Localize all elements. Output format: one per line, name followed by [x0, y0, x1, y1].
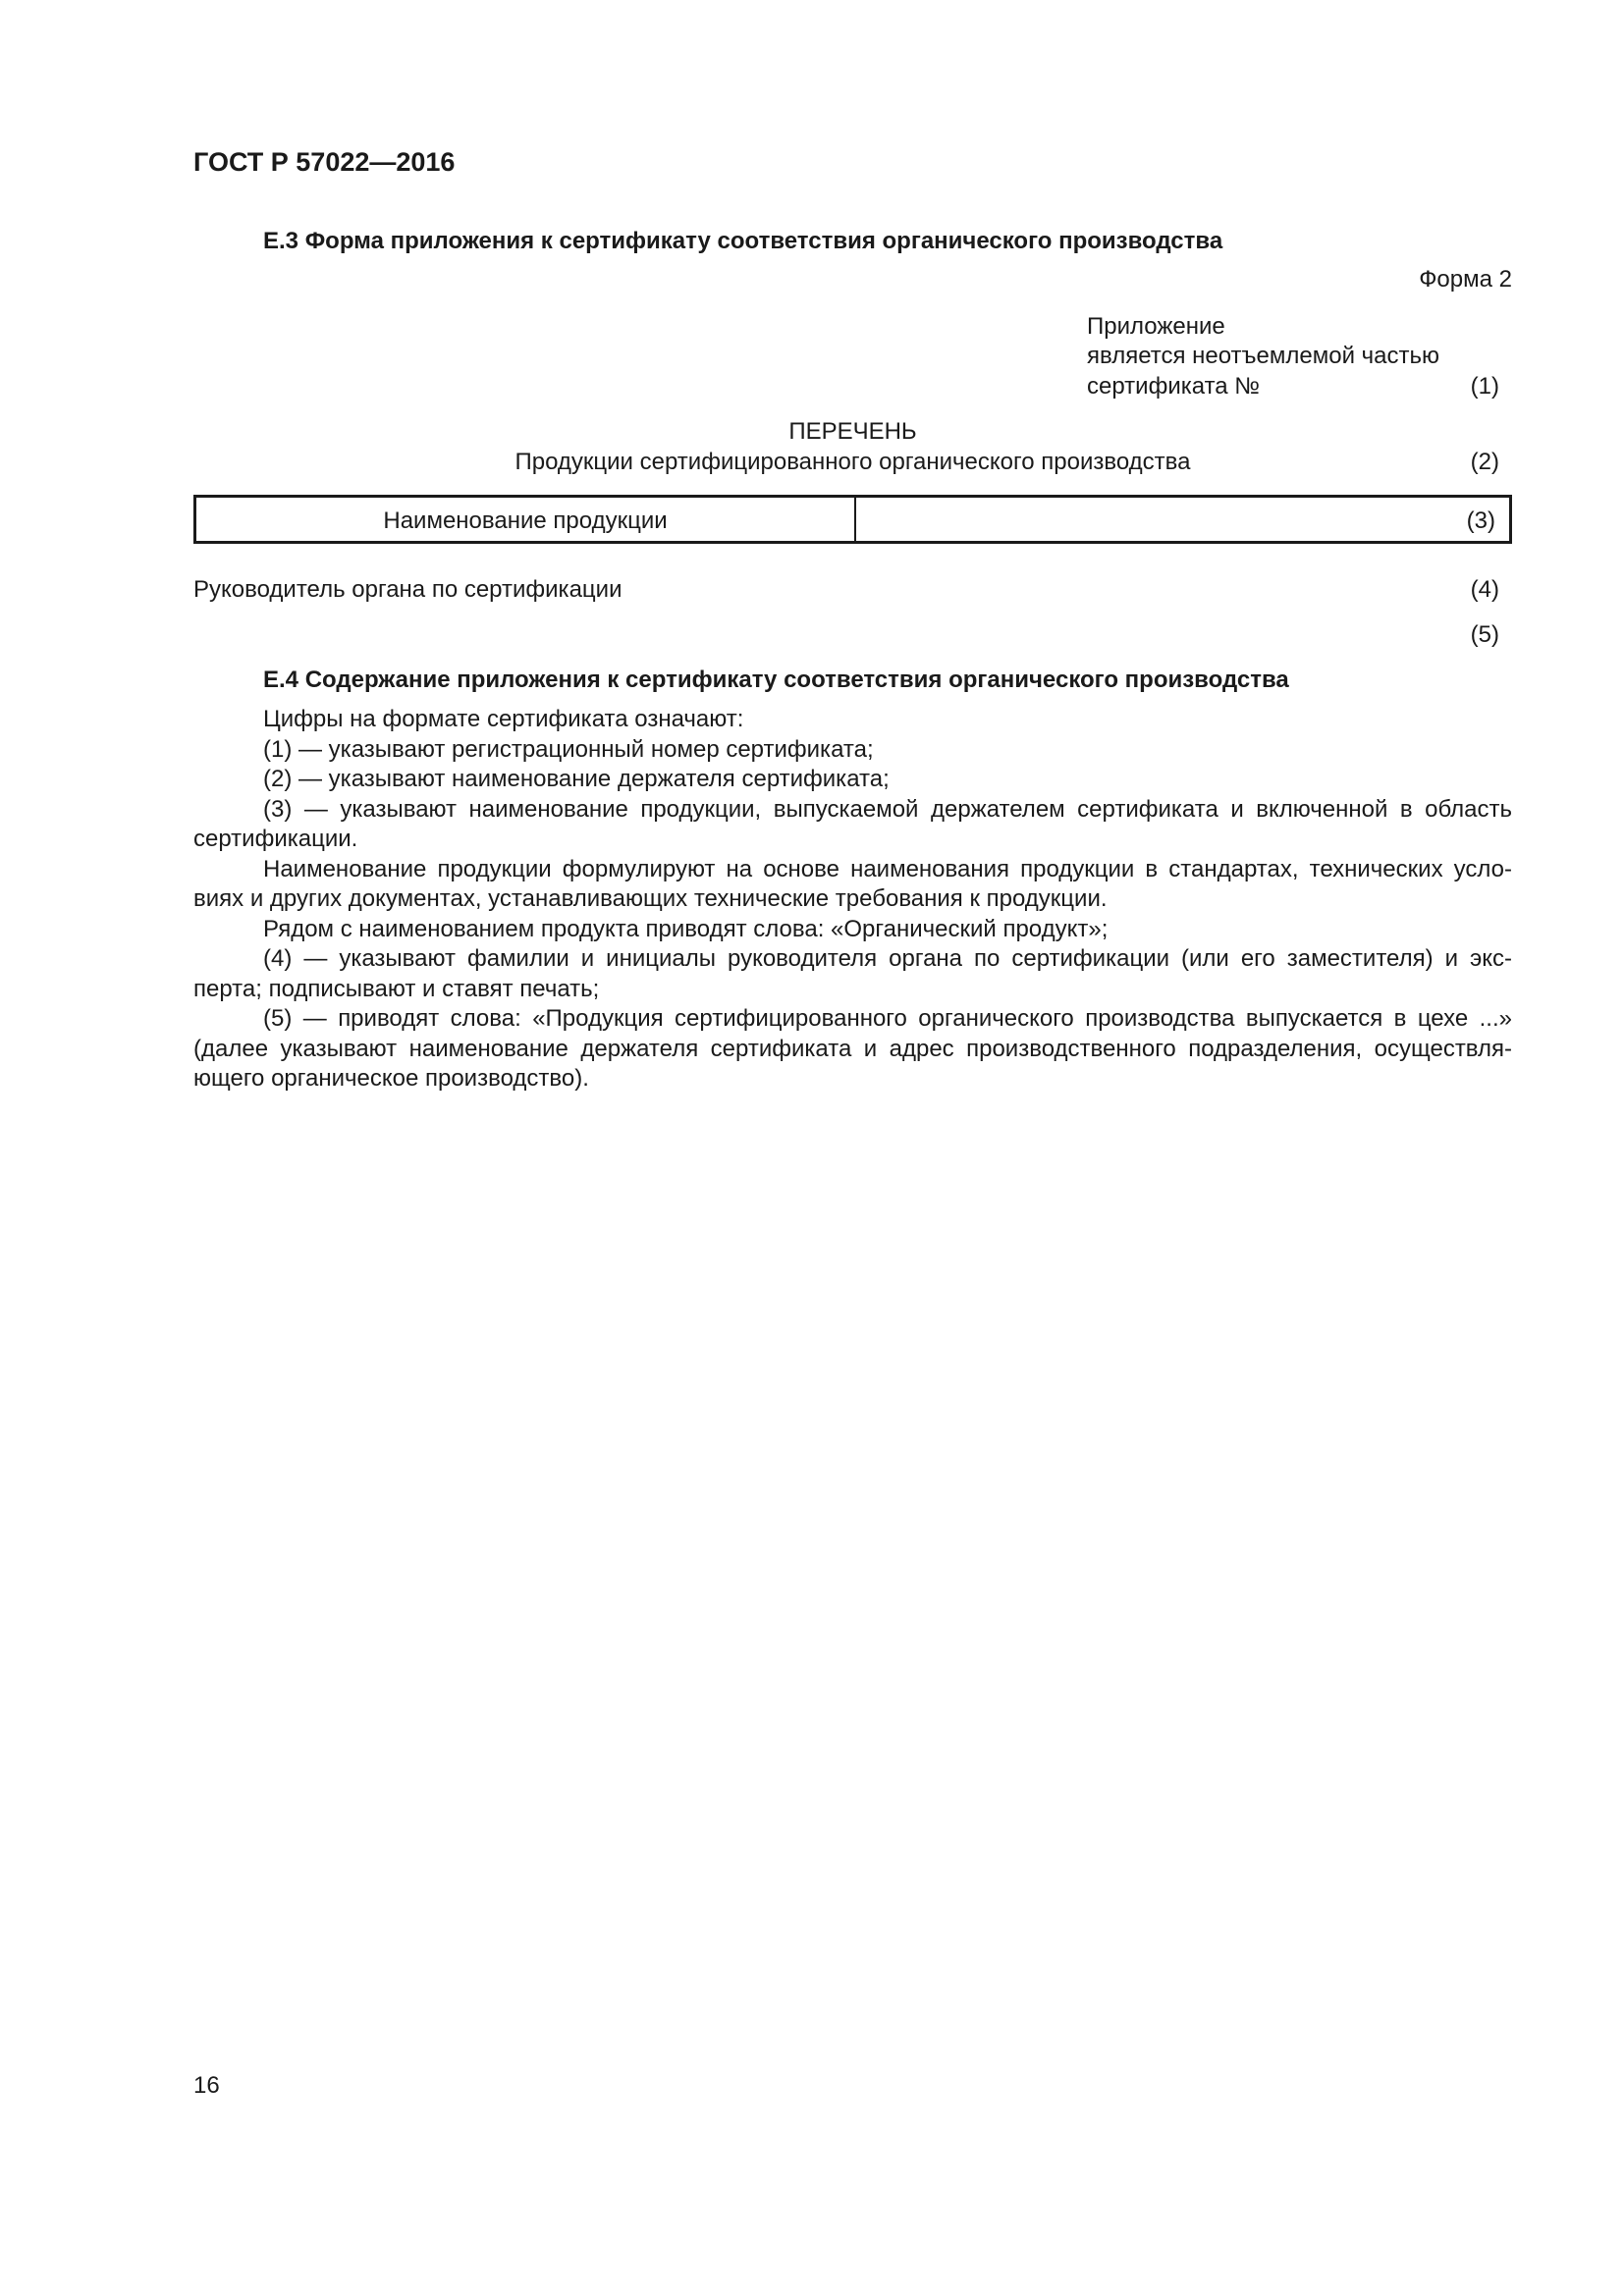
- marker-3: (3): [1466, 507, 1495, 534]
- body-line: (2) — указывают наименование держателя сертификата;: [263, 766, 890, 792]
- body-line: (3) — указывают наименование продукции, выпускаемой держателем сертификата и включенной в область: [263, 795, 1512, 823]
- marker-5: (5): [1470, 621, 1499, 648]
- list-title: ПЕРЕЧЕНЬ: [788, 418, 917, 445]
- marker-4: (4): [1470, 576, 1499, 603]
- body-line: (5) — приводят слова: «Продукция сертифицированного органического производства выпускается в цехе ...»: [263, 1005, 1512, 1032]
- document-header: ГОСТ Р 57022—2016: [193, 147, 456, 177]
- list-subtitle: Продукции сертифицированного органического производства: [514, 449, 1191, 475]
- body-line: Цифры на формате сертификата означают:: [263, 706, 744, 732]
- body-line: ющего органическое производство).: [193, 1065, 589, 1092]
- marker-2: (2): [1470, 449, 1499, 475]
- section-e4-title: Е.4 Содержание приложения к сертификату соответствия органического производства: [263, 667, 1289, 693]
- body-line: (4) — указывают фамилии и инициалы руководителя органа по сертификации (или его заместителя) и экс-: [263, 945, 1512, 972]
- appendix-line-1: Приложение: [1087, 313, 1225, 340]
- body-line: Рядом с наименованием продукта приводят слова: «Органический продукт»;: [263, 915, 1109, 942]
- section-e4-body: [193, 705, 1512, 1095]
- marker-1: (1): [1470, 373, 1499, 400]
- product-name-column-label: Наименование продукции: [383, 507, 668, 534]
- body-line: сертификации.: [193, 826, 358, 852]
- body-line: Наименование продукции формулируют на основе наименования продукции в стандартах, технических усло-: [263, 855, 1512, 882]
- form-label: Форма 2: [1419, 266, 1512, 293]
- body-line: (далее указывают наименование держателя сертификата и адрес производственного подразделения, осуществля-: [193, 1035, 1512, 1062]
- certification-head-label: Руководитель органа по сертификации: [193, 576, 623, 603]
- appendix-line-3: сертификата №: [1087, 373, 1261, 400]
- appendix-line-2: является неотъемлемой частью: [1087, 343, 1440, 369]
- section-e3-title: Е.3 Форма приложения к сертификату соответствия органического производства: [263, 228, 1223, 254]
- body-line: виях и других документах, устанавливающих технические требования к продукции.: [193, 885, 1108, 912]
- body-line: (1) — указывают регистрационный номер сертификата;: [263, 735, 874, 763]
- body-line: перта; подписывают и ставят печать;: [193, 975, 600, 1002]
- page-number: 16: [193, 2072, 220, 2099]
- product-form-table: [193, 495, 1512, 544]
- table-divider: [854, 498, 856, 541]
